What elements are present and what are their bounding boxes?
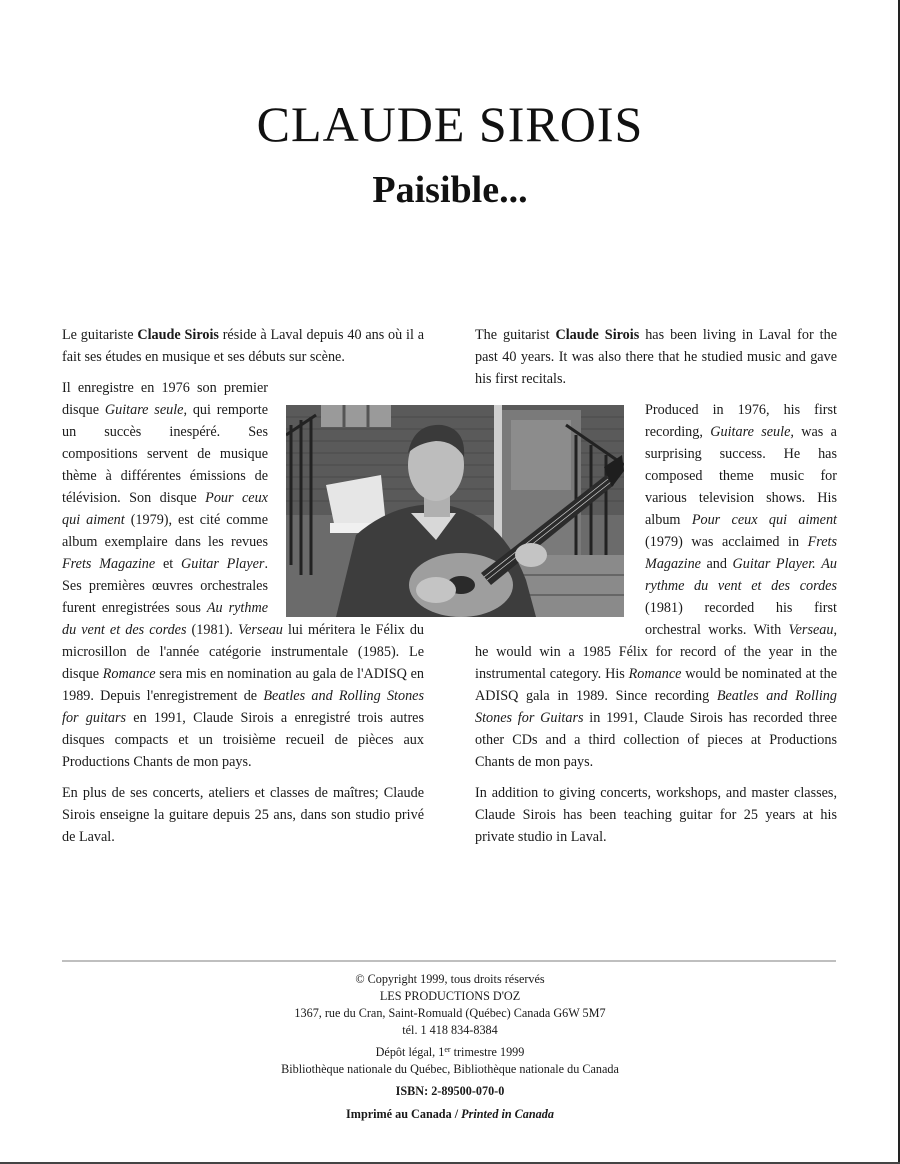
en-p2-n: Romance xyxy=(628,666,682,682)
en-p2-e: (1979) was acclaimed in xyxy=(645,534,808,550)
fr-p2-q: en 1991, Claude Sirois a enregistré trois autres disques compacts et un troisième recueil de pièces aux Productions Chants de mon pays. xyxy=(62,710,424,770)
legal-deposit xyxy=(0,1044,900,1061)
colophon xyxy=(0,971,900,1123)
en-p2-a: Produced in 1976, his first recording, xyxy=(645,402,837,440)
fr-p2-d: Pour ceux qui aiment xyxy=(62,490,268,528)
fr-p2-o: sera mis en nomination au gala de l'ADISQ en 1989. Depuis l'enregistrement de xyxy=(62,666,424,704)
fr-p2-f: Frets Magazine xyxy=(62,556,156,572)
en-p2-p: Beatles and Rolling Stones for Guitars xyxy=(475,688,837,726)
publisher-phone: tél. 1 418 834-8384 xyxy=(402,1023,498,1037)
fr-p1-name: Claude Sirois xyxy=(137,327,219,343)
fr-p1-a: Le guitariste xyxy=(62,327,138,343)
publisher-address: 1367, rue du Cran, Saint-Romuald (Québec) Canada G6W 5M7 xyxy=(294,1006,606,1020)
en-p2-q: in 1991, Claude Sirois has recorded three other CDs and a third collection of pieces at Productions Chants de mon pays. xyxy=(475,710,837,770)
printed-fr: Imprimé au Canada / xyxy=(346,1107,462,1121)
fr-p2-m: lui méritera le Félix du microsillon de l'année catégorie instrumentale (1985). Le disque xyxy=(62,622,425,682)
en-p2-b: Guitare seule, xyxy=(710,424,794,440)
fr-p2-k: (1981). xyxy=(186,622,238,638)
fr-p2-e: (1979), est cité comme album exemplaire dans les revues xyxy=(62,512,268,550)
fr-p2-c: , qui remporte un succès inespéré. Ses compositions servent de musique thème à différentes émissions de télévision. Son disque xyxy=(62,402,269,506)
fr-p1-c: réside à Laval depuis 40 ans où il a fait ses études en musique et ses débuts sur scène. xyxy=(62,327,424,365)
french-paragraph-1 xyxy=(62,324,424,368)
en-p2-d: Pour ceux qui aiment xyxy=(691,512,837,528)
en-p2-k: (1981) recorded his first orchestral works. With xyxy=(645,600,837,638)
en-p2-c: was a surprising success. He has composed theme music for various television shows. His album xyxy=(645,424,837,528)
en-p2-f: Frets Magazine xyxy=(645,534,837,572)
en-p2-g: and xyxy=(700,556,733,572)
page-subtitle: Paisible... xyxy=(372,169,528,211)
en-p1-c: has been living in Laval for the past 40 years. It was also there that he studied music and gave his first recitals. xyxy=(475,327,837,387)
english-paragraph-3: In addition to giving concerts, workshops, and master classes, Claude Sirois has been teaching guitar for 25 years at his private studio in Laval. xyxy=(475,785,837,845)
en-p2-o: would be nominated at the ADISQ gala in 1989. Since recording xyxy=(475,666,837,704)
guitarist-photo xyxy=(286,405,624,617)
publisher-name: LES PRODUCTIONS D'OZ xyxy=(379,989,521,1003)
legal-deposit-prefix: Dépôt légal, 1 xyxy=(375,1045,445,1059)
libraries-line: Bibliothèque nationale du Québec, Bibliothèque nationale du Canada xyxy=(281,1062,619,1076)
page-title: CLAUDE SIROIS xyxy=(256,96,644,152)
en-p2-h: Guitar Player. xyxy=(732,556,816,572)
en-p2-j: Au rythme du vent et des cordes xyxy=(645,556,837,594)
en-p1-name: Claude Sirois xyxy=(555,327,640,343)
isbn: ISBN: 2-89500-070-0 xyxy=(395,1084,505,1098)
fr-p2-p: Beatles and Rolling Stones for guitars xyxy=(62,688,424,726)
legal-deposit-suffix: trimestre 1999 xyxy=(450,1045,525,1059)
legal-deposit-sup: er xyxy=(444,1045,451,1054)
fr-p2-j: Au rythme du vent et des cordes xyxy=(62,600,268,638)
copyright-line: © Copyright 1999, tous droits réservés xyxy=(355,972,545,986)
en-p2-l: Verseau xyxy=(788,622,834,638)
fr-p2-h: Guitar Player xyxy=(181,556,265,572)
en-p2-m: , he would win a 1985 Félix for record of the year in the instrumental category. His xyxy=(475,622,837,682)
printed-in-canada xyxy=(0,1106,900,1123)
printed-en: Printed in Canada xyxy=(461,1107,554,1121)
fr-p2-a: Il enregistre en 1976 son premier disque xyxy=(62,380,268,418)
fr-p2-l: Verseau xyxy=(237,622,283,638)
footer-divider xyxy=(62,960,836,962)
fr-p2-g: et xyxy=(155,556,181,572)
fr-p2-n: Romance xyxy=(102,666,156,682)
english-paragraph-1 xyxy=(475,324,837,390)
french-paragraph-3: En plus de ses concerts, ateliers et classes de maîtres; Claude Sirois enseigne la guitare depuis 25 ans, dans son studio privé de Laval. xyxy=(62,785,424,845)
fr-p2-i: . Ses premières œuvres orchestrales furent enregistrées sous xyxy=(62,556,268,616)
fr-p2-b: Guitare seule xyxy=(104,402,184,418)
en-p1-a: The guitarist xyxy=(475,327,556,343)
